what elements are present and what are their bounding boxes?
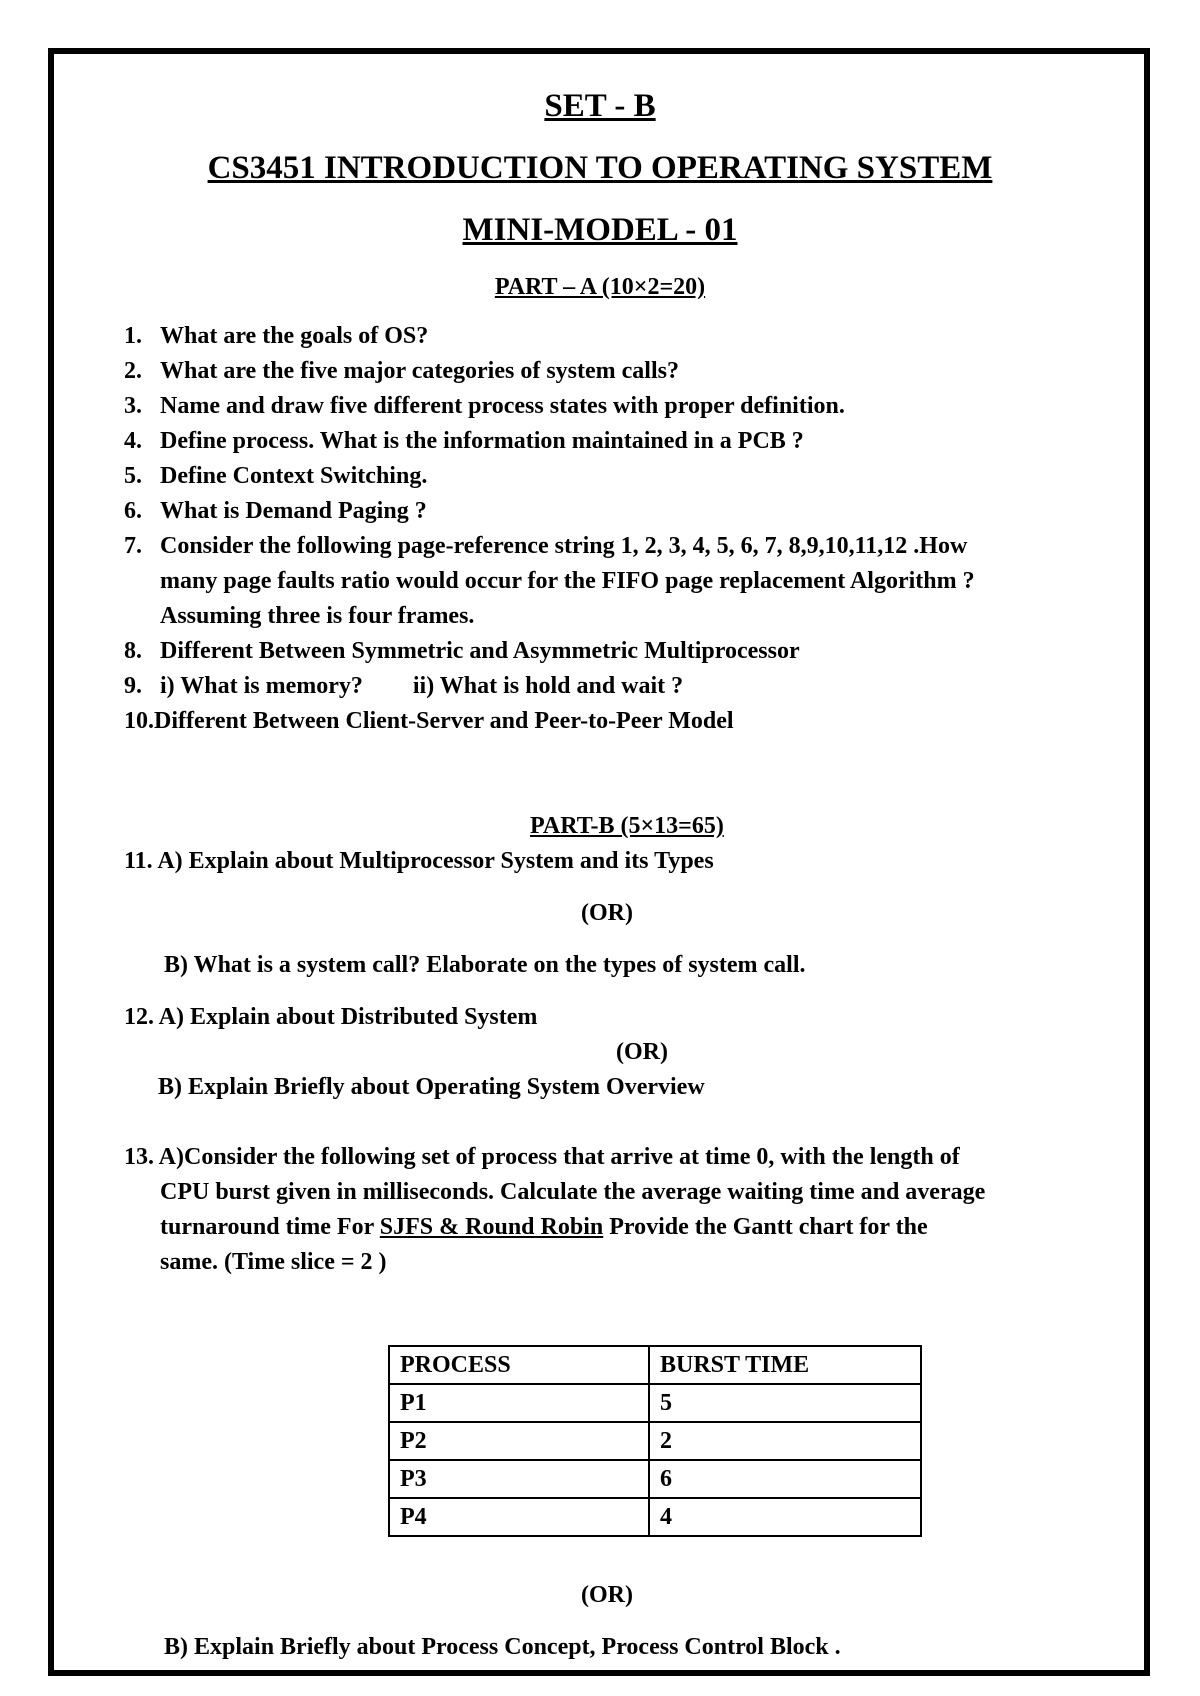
question-2: 2. What are the five major categories of system calls? [124,358,679,384]
question-7-line-2: many page faults ratio would occur for the FIFO page replacement Algorithm ? [160,568,975,594]
table-cell: P3 [389,1460,649,1498]
algorithm-names: SJFS & Round Robin [379,1214,604,1240]
table-header-cell: PROCESS [389,1346,649,1384]
table-header-cell: BURST TIME [649,1346,921,1384]
question-7-line-3: Assuming three is four frames. [160,603,475,629]
question-6: 6. What is Demand Paging ? [124,498,427,524]
part-a-title: PART – A (10×2=20) [494,274,706,300]
question-12a: 12. A) Explain about Distributed System [124,1004,538,1030]
table-row [389,1384,921,1422]
table-header-row [389,1346,921,1384]
question-13a-line-1: 13. A)Consider the following set of process that arrive at time 0, with the length of [124,1144,960,1170]
table-cell: 6 [649,1460,921,1498]
question-9: 9. i) What is memory? ii) What is hold and wait ? [124,673,684,699]
or-11: (OR) [581,900,633,926]
or-13: (OR) [581,1582,633,1608]
question-5: 5. Define Context Switching. [124,463,428,489]
question-10: 10.Different Between Client-Server and Peer-to-Peer Model [124,708,734,734]
table-cell: P4 [389,1498,649,1536]
question-8: 8. Different Between Symmetric and Asymmetric Multiprocessor [124,638,800,664]
question-13a-line-2: CPU burst given in milliseconds. Calculate the average waiting time and average [160,1179,986,1205]
question-13a-line-4: same. (Time slice = 2 ) [160,1249,387,1275]
table-cell: 2 [649,1422,921,1460]
question-13b: B) Explain Briefly about Process Concept, Process Control Block . [164,1634,841,1660]
question-11b: B) What is a system call? Elaborate on the types of system call. [164,952,806,978]
question-1: 1. What are the goals of OS? [124,323,429,349]
question-7: 7. Consider the following page-reference string 1, 2, 3, 4, 5, 6, 7, 8,9,10,11,12 .How [124,533,968,559]
process-burst-table [388,1345,922,1537]
table-row [389,1498,921,1536]
set-title: SET - B [544,88,656,124]
table-cell: 5 [649,1384,921,1422]
question-13a-line-3: turnaround time For SJFS & Round Robin Provide the Gantt chart for the [160,1214,928,1240]
part-b-title: PART-B (5×13=65) [530,813,724,839]
course-title: CS3451 INTRODUCTION TO OPERATING SYSTEM [207,150,993,186]
question-4: 4. Define process. What is the information maintained in a PCB ? [124,428,804,454]
question-11a: 11. A) Explain about Multiprocessor System and its Types [124,848,714,874]
exam-title: MINI-MODEL - 01 [462,212,738,248]
table-cell: P2 [389,1422,649,1460]
table-cell: P1 [389,1384,649,1422]
table-cell: 4 [649,1498,921,1536]
or-12: (OR) [616,1039,668,1065]
question-12b: B) Explain Briefly about Operating System Overview [158,1074,705,1100]
table-row [389,1460,921,1498]
question-3: 3. Name and draw five different process states with proper definition. [124,393,845,419]
table-row [389,1422,921,1460]
